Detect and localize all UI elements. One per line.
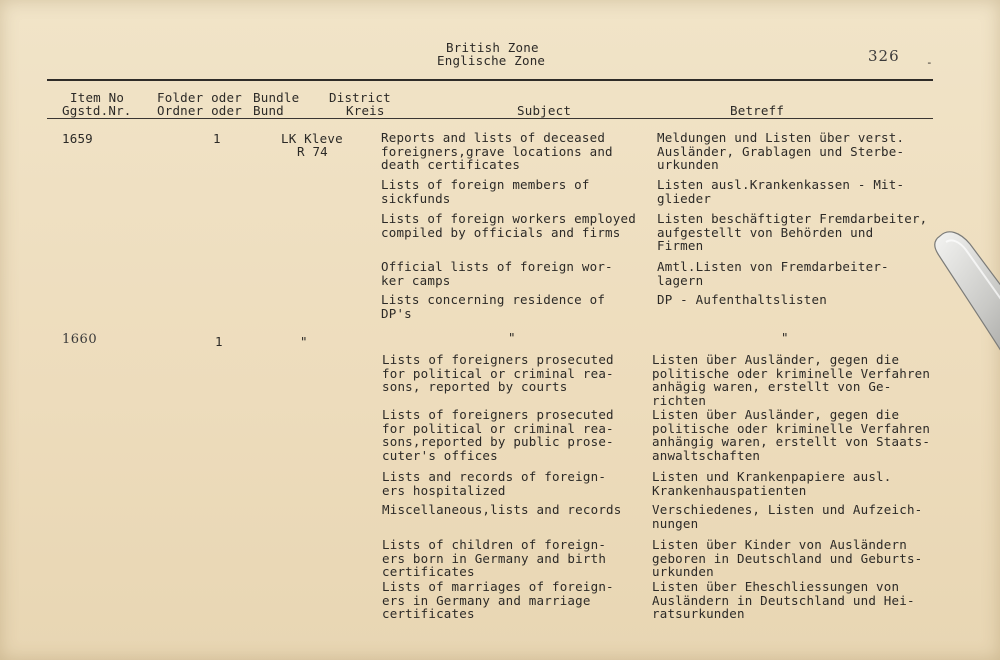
entry-folder: 1	[215, 334, 223, 349]
title-german: Englische Zone	[437, 53, 546, 68]
col-folder-de: Ordner oder	[157, 103, 242, 118]
col-district-en: District	[329, 90, 391, 105]
col-betreff: Betreff	[730, 103, 785, 118]
tweezers-image	[930, 228, 1000, 378]
entry-subject-ditto: "	[508, 330, 516, 345]
entry-subject: Lists concerning residence of DP's	[381, 292, 606, 321]
entry-betreff: Amtl.Listen von Fremdarbeiter- lagern	[657, 259, 889, 288]
title-english: British Zone	[446, 40, 539, 55]
entry-subject: Lists and records of foreign- ers hospitalized	[382, 469, 607, 498]
col-folder-en: Folder oder	[157, 90, 242, 105]
entry-subject: Lists of marriages of foreign- ers in Germany and marriage certificates	[382, 579, 614, 621]
entry-folder: 1	[213, 131, 221, 146]
entry-betreff: Listen und Krankenpapiere ausl. Krankenhauspatienten	[652, 469, 892, 498]
header-rule	[47, 118, 933, 119]
entry-subject: Miscellaneous,lists and records	[382, 502, 622, 517]
entry-subject: Lists of foreign workers employed compiled by officials and firms	[381, 211, 636, 240]
entry-district: LK Kleve	[281, 131, 343, 146]
col-item-de: Ggstd.Nr.	[62, 103, 132, 118]
entry-subject: Reports and lists of deceased foreigners,grave locations and death certificates	[381, 130, 613, 172]
col-district-de: Kreis	[346, 103, 385, 118]
page-mark: -	[926, 56, 933, 69]
col-item-en: Item No	[70, 90, 125, 105]
col-subject: Subject	[517, 103, 572, 118]
entry-subject: Lists of foreign members of sickfunds	[381, 177, 590, 206]
col-bundle-en: Bundle	[253, 90, 300, 105]
entry-subject: Lists of foreigners prosecuted for political or criminal rea- sons,reported by public prose- cuter's offices	[382, 407, 614, 463]
page-number: 326	[868, 47, 900, 65]
entry-subject: Official lists of foreign wor- ker camps	[381, 259, 613, 288]
entry-betreff: Listen beschäftigter Fremdarbeiter, aufgestellt von Behörden und Firmen	[657, 211, 928, 253]
entry-betreff: Listen über Eheschliessungen von Ausländern in Deutschland und Hei- ratsurkunden	[652, 579, 915, 621]
entry-subject: Lists of foreigners prosecuted for political or criminal rea- sons, reported by courts	[382, 352, 614, 394]
entry-district-ditto: "	[300, 334, 308, 349]
entry-betreff: Listen über Ausländer, gegen die politische oder kriminelle Verfahren anhängig waren, erstellt von Staats- anwaltschaften	[652, 407, 931, 463]
entry-betreff: Listen über Kinder von Ausländern geboren in Deutschland und Geburts- urkunden	[652, 537, 923, 579]
entry-betreff: Meldungen und Listen über verst. Ausländer, Grablagen und Sterbe- urkunden	[657, 130, 905, 172]
entry-betreff: DP - Aufenthaltslisten	[657, 292, 827, 307]
entry-betreff: Listen über Ausländer, gegen die politische oder kriminelle Verfahren anhägig waren, erstellt von Ge- richten	[652, 352, 931, 408]
entry-betreff: Verschiedenes, Listen und Aufzeich- nungen	[652, 502, 923, 531]
entry-subject: Lists of children of foreign- ers born in Germany and birth certificates	[382, 537, 607, 579]
top-rule	[47, 79, 933, 81]
entry-item-number: 1659	[62, 131, 93, 146]
col-bundle-de: Bund	[253, 103, 284, 118]
entry-betreff: Listen ausl.Krankenkassen - Mit- glieder	[657, 177, 905, 206]
entry-betreff-ditto: "	[781, 330, 789, 345]
entry-item-number: 1660	[62, 332, 98, 347]
entry-district-code: R 74	[297, 144, 328, 159]
